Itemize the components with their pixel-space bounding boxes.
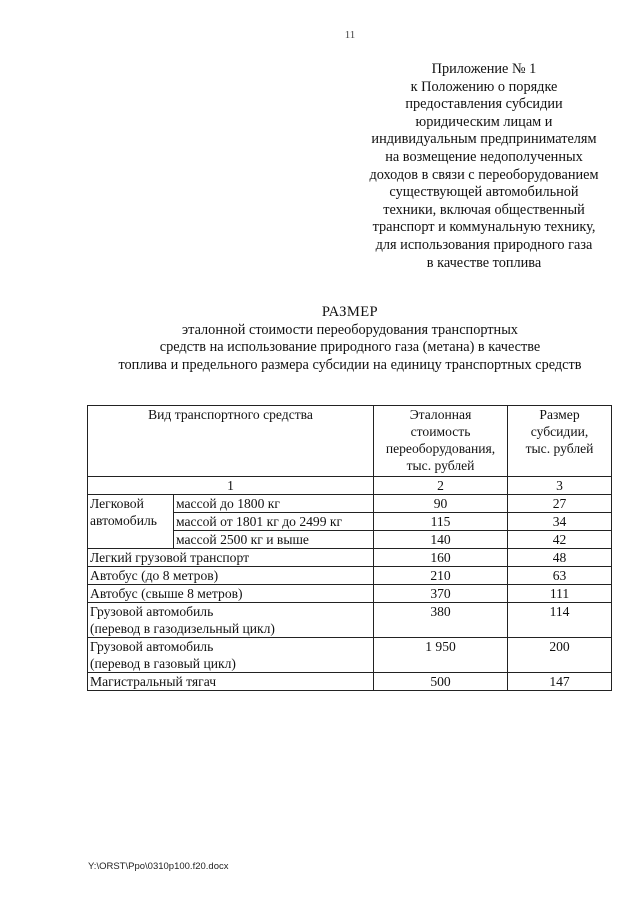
header-subsidy-line: тыс. рублей <box>525 441 594 456</box>
cost-cell: 115 <box>374 513 508 531</box>
appendix-line: предоставления субсидии <box>405 96 563 113</box>
car-group-label <box>88 495 174 549</box>
cost-cell: 160 <box>374 549 508 567</box>
vehicle-label-line: Грузовой автомобиль <box>90 639 214 654</box>
car-label-line: Легковой <box>90 496 144 511</box>
car-weight-class: массой 2500 кг и выше <box>174 531 374 549</box>
column-number: 3 <box>508 477 612 495</box>
header-cost-line: стоимость <box>410 424 471 439</box>
vehicle-label-line: Автобус (свыше 8 метров) <box>90 586 243 601</box>
subsidy-cell: 147 <box>508 673 612 691</box>
vehicle-label-line: Автобус (до 8 метров) <box>90 568 219 583</box>
header-subsidy-line: субсидии, <box>530 424 589 439</box>
cost-cell: 380 <box>374 603 508 638</box>
subsidy-cell: 48 <box>508 549 612 567</box>
heading-line: топлива и предельного размера субсидии на единицу транспортных средств <box>118 356 582 373</box>
vehicle-type-cell <box>88 673 374 691</box>
vehicle-type-cell <box>88 638 374 673</box>
subsidy-cell: 200 <box>508 638 612 673</box>
car-label-line: автомобиль <box>90 513 157 528</box>
car-weight-class: массой от 1801 кг до 2499 кг <box>174 513 374 531</box>
header-vehicle-type: Вид транспортного средства <box>88 406 374 477</box>
appendix-line: Приложение № 1 <box>431 61 537 77</box>
rates-table <box>87 405 612 691</box>
subsidy-cell: 27 <box>508 495 612 513</box>
appendix-line: существующей автомобильной <box>389 184 579 201</box>
appendix-line: к Положению о порядке <box>410 78 558 95</box>
vehicle-type-cell <box>88 585 374 603</box>
vehicle-label-line: Грузовой автомобиль <box>90 604 214 619</box>
vehicle-label-line: (перевод в газодизельный цикл) <box>90 621 275 636</box>
vehicle-label-line: (перевод в газовый цикл) <box>90 656 236 671</box>
appendix-line: индивидуальным предпринимателям <box>371 131 597 148</box>
table-row <box>88 638 612 673</box>
appendix-block <box>352 61 616 272</box>
header-cost-line: переоборудования, <box>385 441 496 456</box>
header-cost <box>374 406 508 477</box>
appendix-line: в качестве топлива <box>426 254 542 271</box>
heading-line: средств на использование природного газа (метана) в качестве <box>159 339 541 356</box>
appendix-line: транспорт и коммунальную технику, <box>372 219 596 236</box>
heading-title: РАЗМЕР <box>321 304 379 320</box>
column-number: 1 <box>88 477 374 495</box>
subsidy-cell: 111 <box>508 585 612 603</box>
subsidy-cell: 42 <box>508 531 612 549</box>
header-cost-line: Эталонная <box>409 407 472 422</box>
subsidy-cell: 63 <box>508 567 612 585</box>
subsidy-cell: 34 <box>508 513 612 531</box>
column-number-row <box>88 477 612 495</box>
table-header-row <box>88 406 612 477</box>
vehicle-type-cell <box>88 549 374 567</box>
cost-cell: 90 <box>374 495 508 513</box>
appendix-line: юридическим лицам и <box>415 113 553 130</box>
page-number: 11 <box>344 29 356 41</box>
appendix-line: для использования природного газа <box>375 236 593 253</box>
table-row <box>88 567 612 585</box>
cost-cell: 210 <box>374 567 508 585</box>
table-row <box>88 603 612 638</box>
appendix-line: доходов в связи с переоборудованием <box>369 166 599 183</box>
vehicle-type-cell <box>88 603 374 638</box>
cost-cell: 1 950 <box>374 638 508 673</box>
appendix-line: на возмещение недополученных <box>385 148 583 165</box>
table-row <box>88 495 612 513</box>
vehicle-label-line: Магистральный тягач <box>90 674 217 689</box>
cost-cell: 370 <box>374 585 508 603</box>
table-row <box>88 673 612 691</box>
vehicle-type-cell <box>88 567 374 585</box>
header-subsidy <box>508 406 612 477</box>
car-weight-class: массой до 1800 кг <box>174 495 374 513</box>
heading-line: эталонной стоимости переоборудования транспортных <box>182 321 518 338</box>
footer-file-path: Y:\ORST\Ppo\0310p100.f20.docx <box>88 861 229 872</box>
header-subsidy-line: Размер <box>539 407 580 422</box>
subsidy-cell: 114 <box>508 603 612 638</box>
appendix-line: техники, включая общественный <box>383 201 585 218</box>
table-row <box>88 585 612 603</box>
vehicle-label-line: Легкий грузовой транспорт <box>90 550 250 565</box>
table-row <box>88 549 612 567</box>
cost-cell: 140 <box>374 531 508 549</box>
column-number: 2 <box>374 477 508 495</box>
cost-cell: 500 <box>374 673 508 691</box>
document-heading <box>0 304 640 374</box>
header-cost-line: тыс. рублей <box>406 458 475 473</box>
